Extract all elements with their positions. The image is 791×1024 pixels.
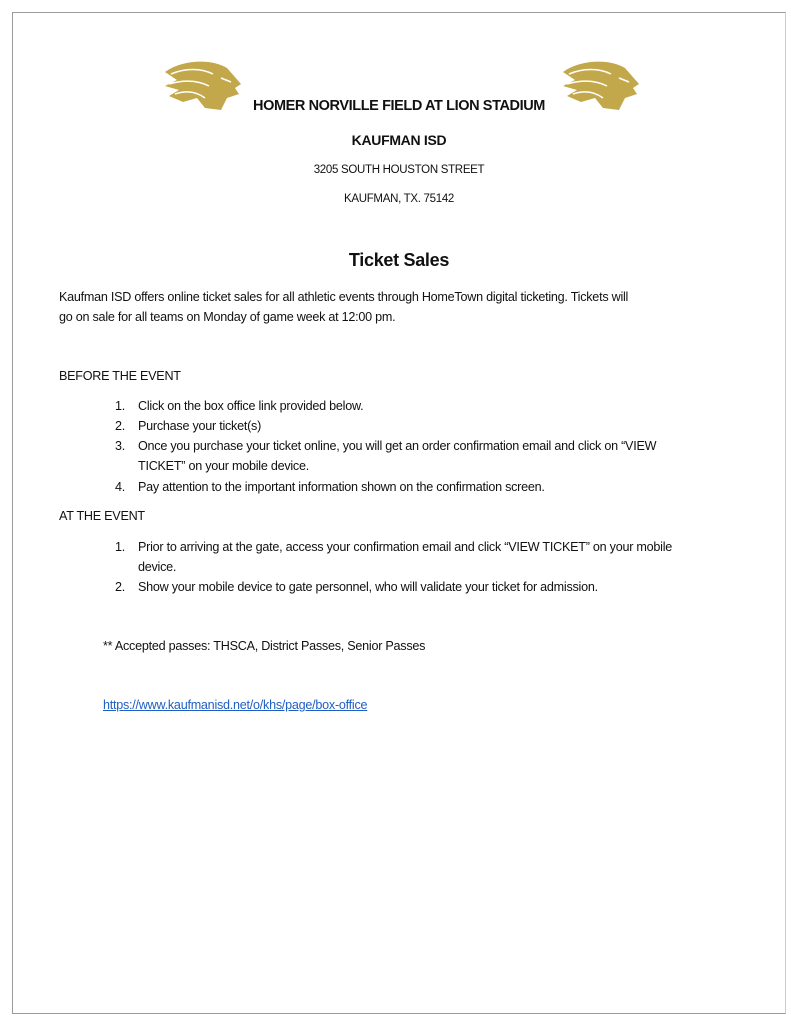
venue-title: HOMER NORVILLE FIELD AT LION STADIUM <box>253 98 545 114</box>
box-office-link[interactable]: https://www.kaufmanisd.net/o/khs/page/box-office <box>103 698 368 712</box>
list-item: Show your mobile device to gate personnel, who will validate your ticket for admission. <box>138 580 598 594</box>
list-number: 3. <box>115 439 126 453</box>
list-number: 2. <box>115 419 126 433</box>
section-heading: Ticket Sales <box>348 250 450 270</box>
at-event-label: AT THE EVENT <box>59 509 145 523</box>
list-item: Prior to arriving at the gate, access your confirmation email and click “VIEW TICKET” on your mobile <box>138 540 673 554</box>
list-number: 1. <box>115 399 126 413</box>
list-number: 2. <box>115 580 126 594</box>
org-name: KAUFMAN ISD <box>351 132 447 148</box>
list-number: 1. <box>115 540 126 554</box>
intro-line-2: go on sale for all teams on Monday of game week at 12:00 pm. <box>59 310 396 324</box>
address-line-1: 3205 SOUTH HOUSTON STREET <box>313 164 485 176</box>
document-page <box>12 12 786 1014</box>
list-item: Purchase your ticket(s) <box>138 419 262 433</box>
list-item: Once you purchase your ticket online, you will get an order confirmation email and click on “VIEW <box>138 439 657 453</box>
list-number: 4. <box>115 480 126 494</box>
accepted-passes-note: ** Accepted passes: THSCA, District Passes, Senior Passes <box>103 639 426 653</box>
list-item-continued: TICKET” on your mobile device. <box>138 459 309 473</box>
address-line-2: KAUFMAN, TX. 75142 <box>343 193 455 205</box>
list-item-continued: device. <box>138 560 177 574</box>
list-item: Click on the box office link provided below. <box>138 399 364 413</box>
before-event-label: BEFORE THE EVENT <box>59 369 181 383</box>
list-item: Pay attention to the important information shown on the confirmation screen. <box>138 480 545 494</box>
intro-line-1: Kaufman ISD offers online ticket sales for all athletic events through HomeTown digital ticketing. Tickets will <box>59 290 629 304</box>
